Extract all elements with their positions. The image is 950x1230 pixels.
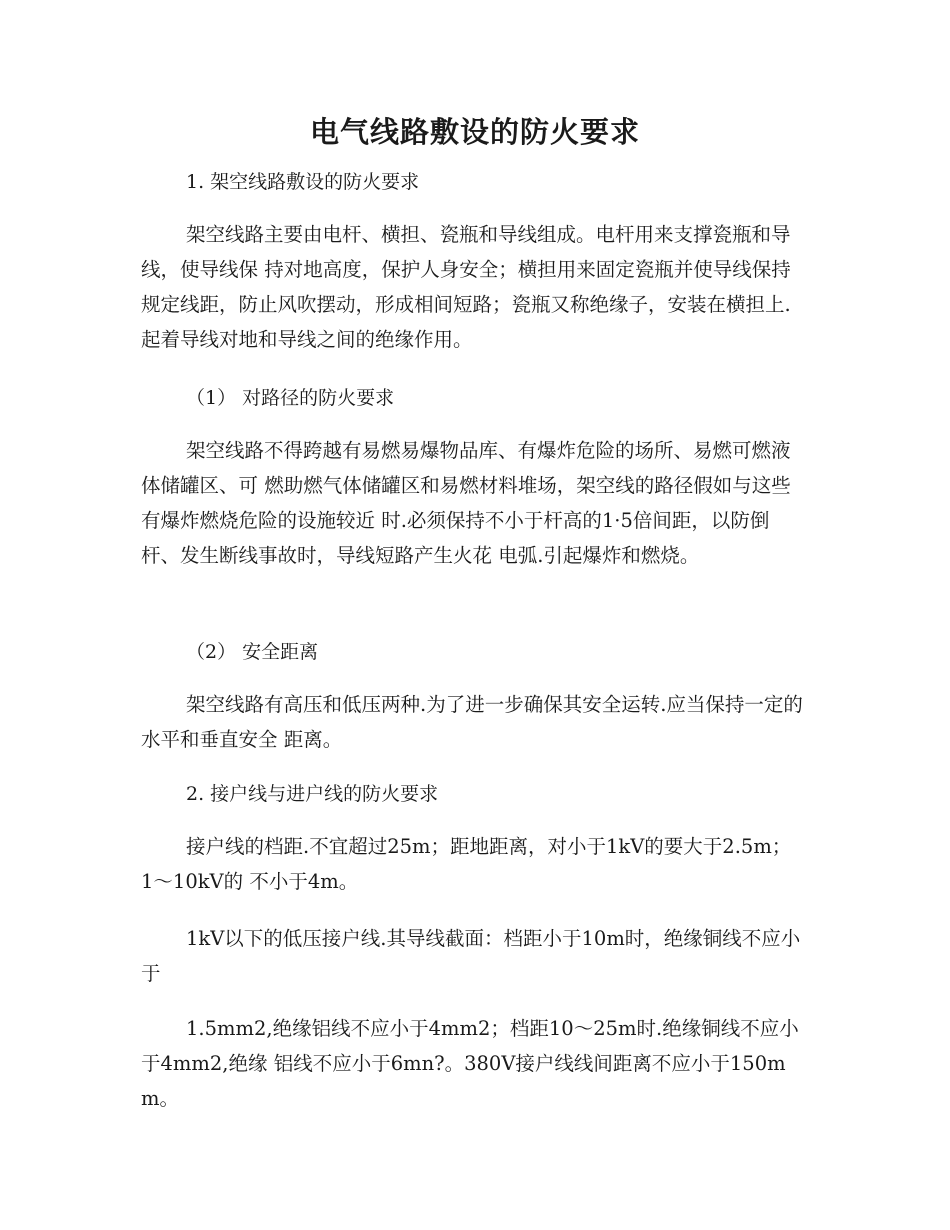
section-heading-safety-distance: （2） 安全距离 — [186, 641, 319, 663]
document-title: 电气线路敷设的防火要求 — [309, 115, 640, 149]
section-heading-route: （1） 对路径的防火要求 — [186, 387, 395, 409]
paragraph-conductor-section: 1.5mm2,绝缘铝线不应小于4mm2；档距10〜25m时.绝缘铜线不应小于4mm2,绝缘 铝线不应小于6mn?。380V接户线线间距离不应小于150mm。 — [141, 1017, 799, 1110]
section-heading-service-lines: 2. 接户线与进户线的防火要求 — [186, 783, 439, 805]
paragraph-safety-distance: 架空线路有高压和低压两种.为了进一步确保其安全运转.应当保持一定的水平和垂直安全 距离。 — [141, 693, 803, 751]
paragraph-route: 架空线路不得跨越有易燃易爆物品库、有爆炸危险的场所、易燃可燃液体储罐区、可 燃助燃气体储罐区和易燃材料堆场，架空线的路径假如与这些有爆炸燃烧危险的设施较近 时.必须保持不小于杆高的1·5倍间距，以防倒杆、发生断线事故时，导线短路产生火花 电弧.引起爆炸和燃烧。 — [141, 439, 791, 567]
paragraph-low-voltage-service: 1kV以下的低压接户线.其导线截面：档距小于10m时，绝缘铜线不应小于 — [141, 927, 801, 985]
section-heading-overhead-lines: 1. 架空线路敷设的防火要求 — [186, 171, 420, 193]
paragraph-service-lines: 接户线的档距.不宜超过25m；距地距离，对小于1kV的要大于2.5m；1〜10kV的 不小于4m。 — [141, 835, 792, 893]
paragraph-overhead-lines: 架空线路主要由电杆、横担、瓷瓶和导线组成。电杆用来支撑瓷瓶和导线，使导线保 持对地高度，保护人身安全；横担用来固定瓷瓶并使导线保持规定线距，防止风吹摆动，形成相间短路；瓷瓶又称绝缘子，安装在横担上.起着导线对地和导线之间的绝缘作用。 — [141, 223, 791, 351]
